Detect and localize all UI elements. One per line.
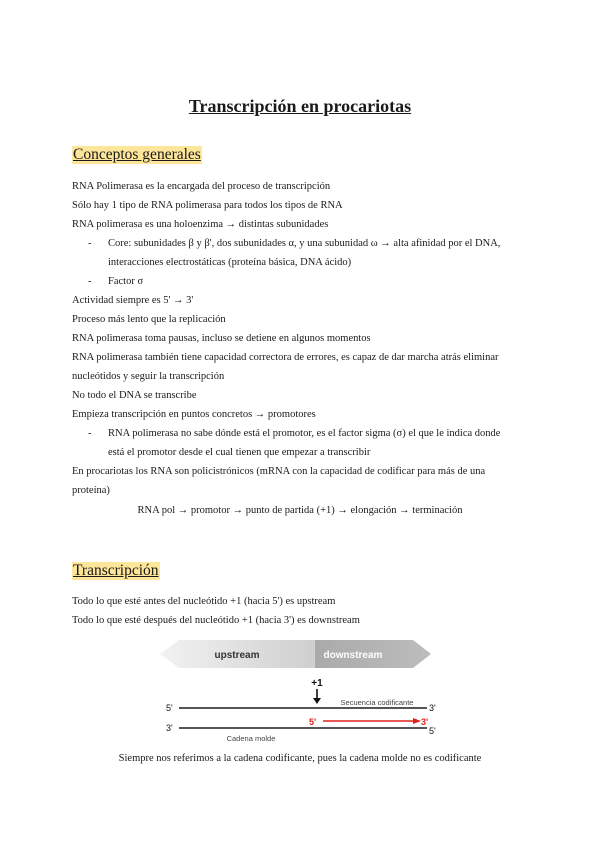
coding-5prime: 5' [166,703,173,713]
text-line: nucleótidos y seguir la transcripción [72,371,225,382]
rna-3prime: 3' [421,717,429,727]
plus-one-arrowhead [313,698,321,704]
bullet-text: Factor σ [108,276,144,287]
text-line: Sólo hay 1 tipo de RNA polimerasa para todos los tipos de RNA [72,200,343,211]
section-heading-transcripcion: Transcripción [73,562,159,579]
downstream-label: downstream [323,650,383,661]
template-5prime: 5' [429,726,436,736]
text-line: Actividad siempre es 5' → 3' [72,295,194,306]
coding-3prime: 3' [429,703,436,713]
rna-arrowhead [413,718,421,724]
coding-strand-label: Secuencia codificante [340,698,414,707]
template-3prime: 3' [166,723,173,733]
flow-line: RNA pol → promotor → punto de partida (+1) → elongación → terminación [137,505,463,516]
rna-5prime: 5' [309,717,317,727]
text-line: Todo lo que esté antes del nucleótido +1 (hacia 5') es upstream [72,596,336,607]
transcription-diagram [155,634,445,746]
text-line: RNA polimerasa también tiene capacidad correctora de errores, es capaz de dar marcha atrás eliminar [72,352,499,363]
bullet-text: RNA polimerasa no sabe dónde está el promotor, es el factor sigma (σ) el que le indica donde [108,428,501,439]
text-line: RNA polimerasa toma pausas, incluso se detiene en algunos momentos [72,333,371,344]
bullet-dash: - [88,276,92,287]
text-line: proteína) [72,485,110,496]
diagram-caption: Siempre nos referimos a la cadena codificante, pues la cadena molde no es codificante [118,753,482,764]
text-line: No todo el DNA se transcribe [72,390,197,401]
bullet-text: está el promotor desde el cual tienen que empezar a transcribir [108,447,371,458]
text-line: Empieza transcripción en puntos concretos → promotores [72,409,316,420]
text-line: Todo lo que esté después del nucleótido +1 (hacia 3') es downstream [72,615,360,626]
page-title: Transcripción en procariotas [188,96,412,116]
section-heading-conceptos: Conceptos generales [73,146,201,163]
bullet-text: Core: subunidades β y β', dos subunidades α, y una subunidad ω → alta afinidad por el DNA, [108,238,501,249]
text-line: En procariotas los RNA son policistrónicos (mRNA con la capacidad de codificar para más de una [72,466,486,477]
text-line: Proceso más lento que la replicación [72,314,226,325]
template-strand-label: Cadena molde [226,734,276,743]
plus-one-label: +1 [311,678,323,689]
bullet-text: interacciones electrostáticas (proteína básica, DNA ácido) [108,257,352,268]
bullet-dash: - [88,238,92,249]
upstream-label: upstream [214,650,260,661]
bullet-dash: - [88,428,92,439]
text-line: RNA Polimerasa es la encargada del proceso de transcripción [72,181,331,192]
text-line: RNA polimerasa es una holoenzima → distintas subunidades [72,219,329,230]
